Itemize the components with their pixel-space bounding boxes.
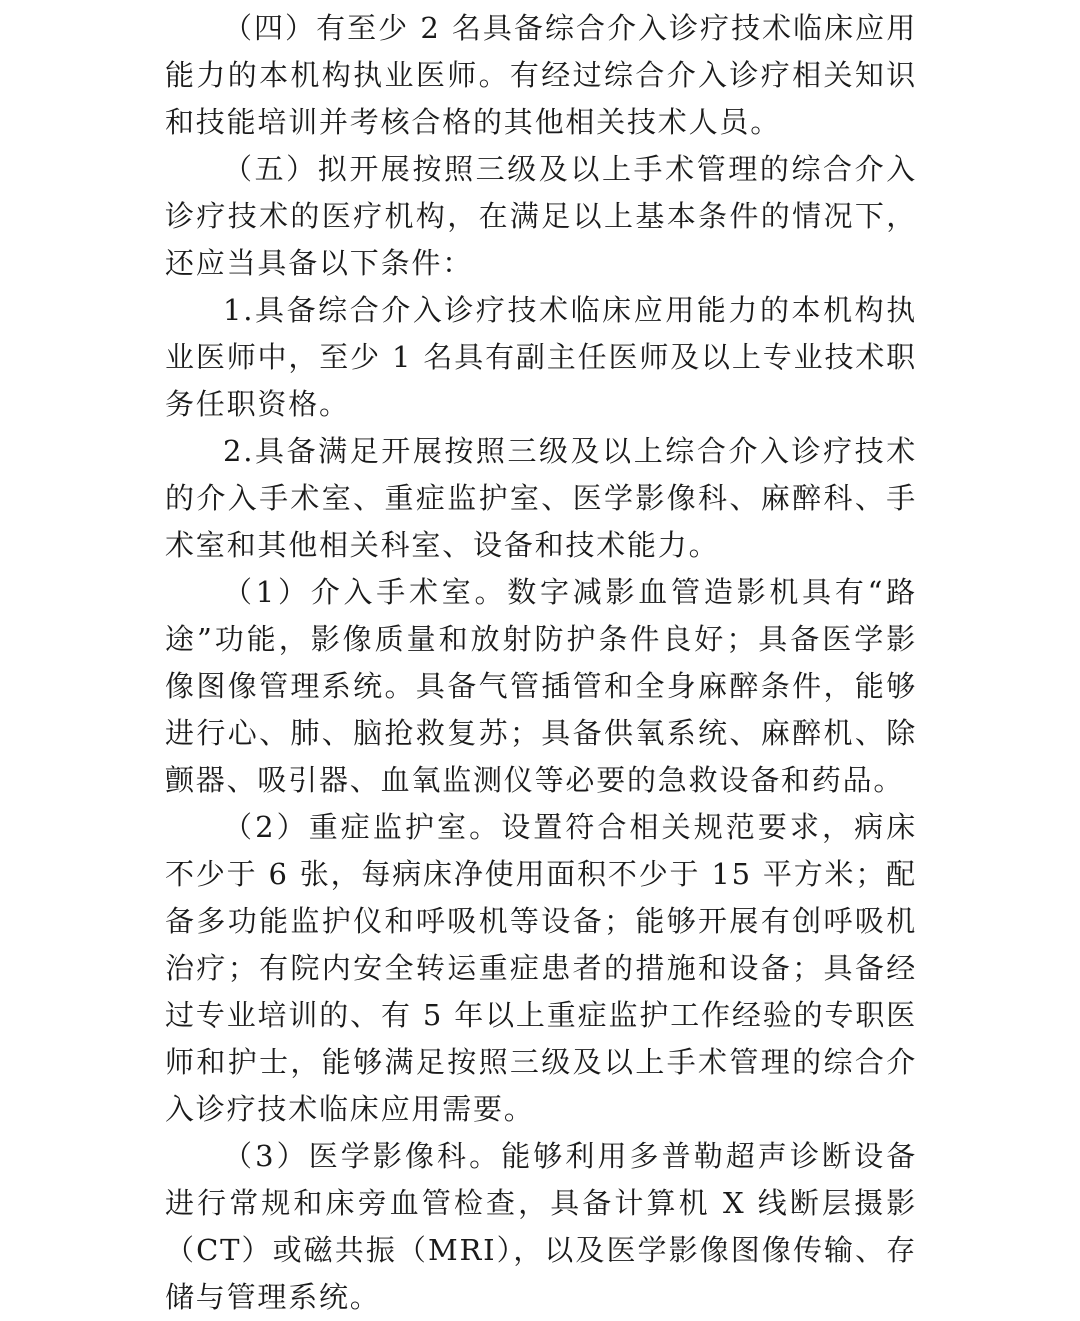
paragraph-icu: （2）重症监护室。设置符合相关规范要求，病床不少于 6 张，每病床净使用面积不少于 15 平方米；配备多功能监护仪和呼吸机等设备；能够开展有创呼吸机治疗；有院内安全转运重症患者的措施和设备；具备经过专业培训的、有 5 年以上重症监护工作经验的专职医师和护士，能够满足按照三级及以上手术管理的综合介入诊疗技术临床应用需要。 [165, 810, 917, 1126]
paragraph-condition-2: 2.具备满足开展按照三级及以上综合介入诊疗技术的介入手术室、重症监护室、医学影像科、麻醉科、手术室和其他相关科室、设备和技术能力。 [165, 434, 917, 562]
paragraph-item-5-conditions: （五）拟开展按照三级及以上手术管理的综合介入诊疗技术的医疗机构，在满足以上基本条件的情况下，还应当具备以下条件： [165, 152, 917, 280]
paragraph-imaging-dept: （3）医学影像科。能够利用多普勒超声诊断设备进行常规和床旁血管检查，具备计算机 X 线断层摄影（CT）或磁共振（MRI），以及医学影像图像传输、存储与管理系统。 [165, 1139, 917, 1314]
paragraph-condition-1: 1.具备综合介入诊疗技术临床应用能力的本机构执业医师中，至少 1 名具有副主任医师及以上专业技术职务任职资格。 [165, 293, 917, 421]
paragraph-interventional-room: （1）介入手术室。数字减影血管造影机具有“路途”功能，影像质量和放射防护条件良好；具备医学影像图像管理系统。具备气管插管和全身麻醉条件，能够进行心、肺、脑抢救复苏；具备供氧系统、麻醉机、除颤器、吸引器、血氧监测仪等必要的急救设备和药品。 [165, 575, 917, 797]
paragraph-item-4-staff: （四）有至少 2 名具备综合介入诊疗技术临床应用能力的本机构执业医师。有经过综合介入诊疗相关知识和技能培训并考核合格的其他相关技术人员。 [165, 11, 917, 139]
document-page [165, 5, 917, 1321]
